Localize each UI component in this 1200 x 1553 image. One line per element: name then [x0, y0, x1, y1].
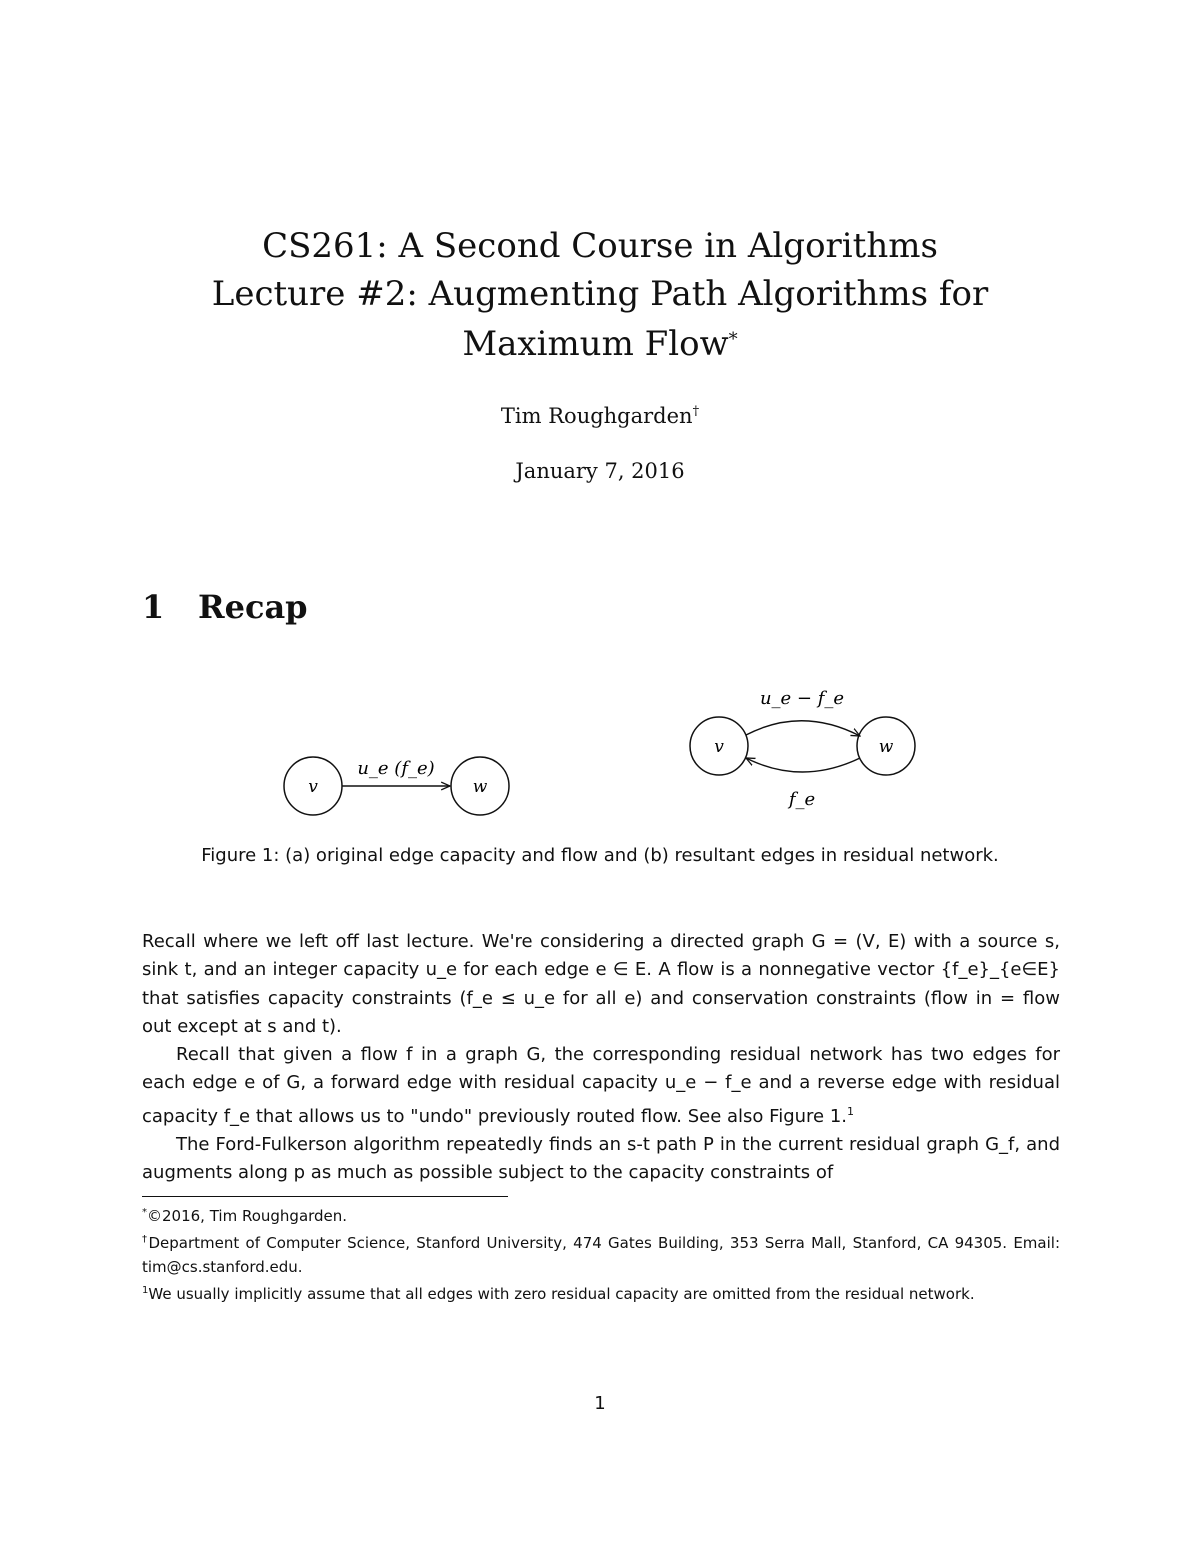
- forward-edge: [746, 721, 860, 736]
- footnote-3-text: We usually implicitly assume that all edges with zero residual capacity are omitted from the residual network.: [148, 1285, 975, 1303]
- footnote-2-text: Department of Computer Science, Stanford University, 474 Gates Building, 353 Serra Mall, Stanford, CA 94305. Email: tim@cs.stanford.edu.: [142, 1234, 1060, 1276]
- author: [0, 404, 1200, 428]
- footnote-1-text: ©2016, Tim Roughgarden.: [147, 1207, 348, 1225]
- node-w-b-label: w: [878, 737, 894, 757]
- title-line-3-text: Maximum Flow: [462, 324, 729, 364]
- node-v-a-label: v: [308, 777, 318, 797]
- figure-1b: [690, 688, 915, 810]
- footnote-3-mark: 1: [142, 1285, 149, 1296]
- figure-1: [0, 680, 1200, 820]
- footnote-1: [142, 1201, 1060, 1228]
- paragraph-1: Recall where we left off last lecture. We're considering a directed graph G = (V, E) with a source s, sink t, and an integer capacity u_e for each edge e ∈ E. A flow is a nonnegative vector {f_e}_{e∈E} that satisfies capacity constraints (f_e ≤ u_e for all e) and conservation constraints (flow in = flow out except at s and t).: [142, 931, 1060, 1037]
- figure-1a: [284, 757, 509, 815]
- forward-edge-label: u_e − f_e: [759, 688, 845, 709]
- section-heading: [142, 588, 308, 626]
- footnote-2: [142, 1228, 1060, 1279]
- body-text: [142, 928, 1060, 1188]
- title-footnote-mark: *: [728, 329, 738, 350]
- figure-caption: Figure 1: (a) original edge capacity and flow and (b) resultant edges in residual network.: [201, 845, 999, 866]
- author-name: Tim Roughgarden: [500, 404, 693, 428]
- footnotes: [142, 1201, 1060, 1306]
- date: January 7, 2016: [515, 459, 685, 483]
- paragraph-2: [142, 1041, 1060, 1131]
- footnote-1-mark: *: [142, 1207, 147, 1218]
- paragraph-3: The Ford-Fulkerson algorithm repeatedly finds an s-t path P in the current residual graph G_f, and augments along p as much as possible subject to the capacity constraints of: [142, 1134, 1060, 1184]
- reverse-edge-label: f_e: [788, 789, 816, 810]
- footnote-rule: [142, 1196, 508, 1197]
- section-title: Recap: [198, 588, 308, 626]
- paragraph-2-text: Recall that given a flow f in a graph G, the corresponding residual network has two edges for each edge e of G, a forward edge with residual capacity u_e − f_e and a reverse edge with residual capacity f_e that allows us to "undo" previously routed flow. See also Figure 1.: [142, 1044, 1060, 1127]
- title-line-3: [0, 320, 1200, 368]
- paragraph-2-footnote-mark: 1: [847, 1104, 855, 1118]
- page-number: 1: [594, 1393, 606, 1414]
- edge-a-label: u_e (f_e): [357, 758, 435, 779]
- node-v-b-label: v: [714, 737, 724, 757]
- title-line-1: CS261: A Second Course in Algorithms: [262, 226, 938, 266]
- reverse-edge: [746, 758, 860, 772]
- author-footnote-mark: †: [692, 404, 700, 419]
- footnote-3: [142, 1279, 1060, 1306]
- footnote-2-mark: †: [142, 1234, 149, 1245]
- title-line-2: Lecture #2: Augmenting Path Algorithms for: [211, 274, 989, 314]
- section-number: 1: [142, 588, 165, 626]
- node-w-a-label: w: [472, 777, 488, 797]
